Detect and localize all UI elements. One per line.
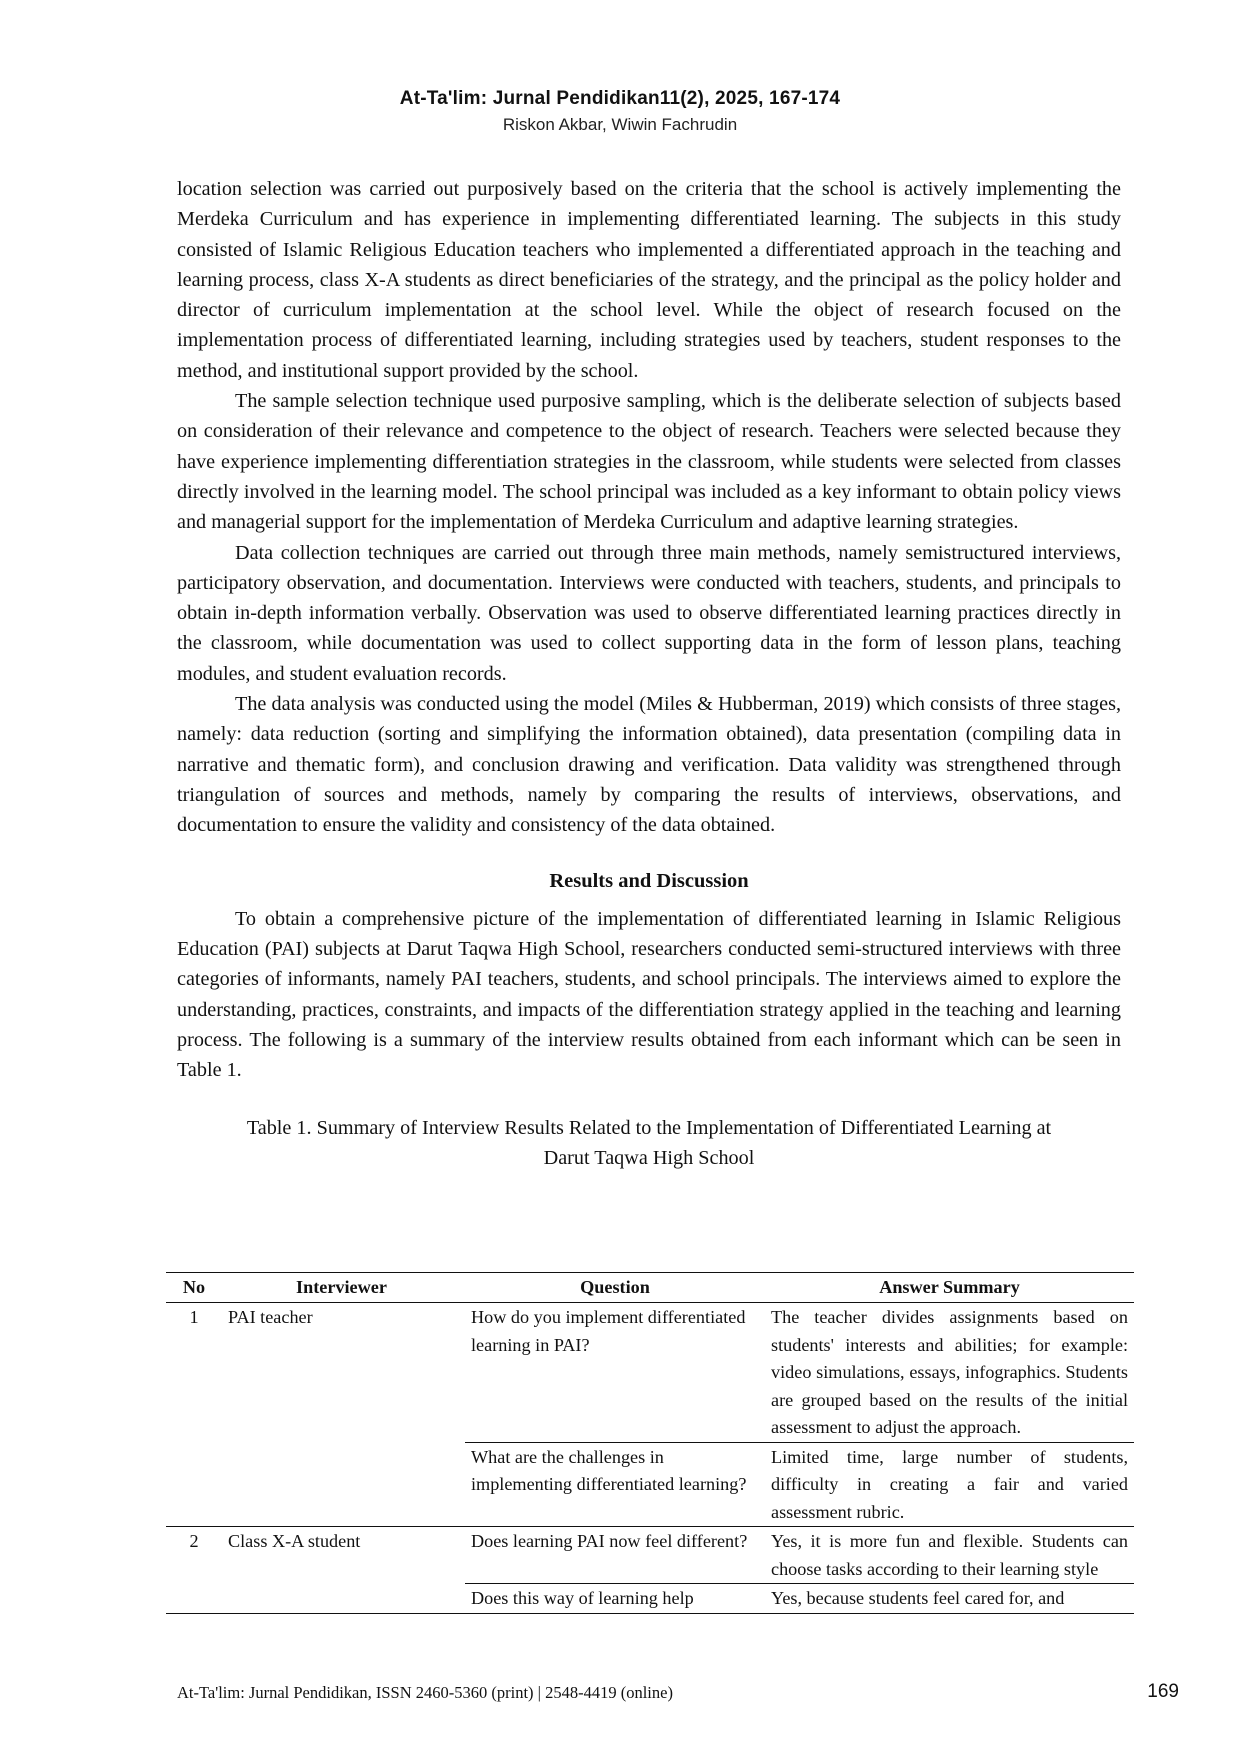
table-row: [166, 1303, 1134, 1443]
cell-answer: The teacher divides assignments based on students' interests and abilities; for example: video simulations, essays, infographics. Students are grouped based on the results of the initial assessment to adjust the approach.: [771, 1307, 1128, 1437]
header-no: No: [166, 1273, 222, 1303]
cell-answer: Limited time, large number of students, difficulty in creating a fair and varied assessment rubric.: [765, 1442, 1134, 1527]
paragraph: The data analysis was conducted using the model (Miles & Hubberman, 2019) which consists of three stages, namely: data reduction (sorting and simplifying the information obtained), data presentation (compiling data in narrative and thematic form), and conclusion drawing and verification. Data validity was strengthened through triangulation of sources and methods, namely by comparing the results of interviews, observations, and documentation to ensure the validity and consistency of the data obtained.: [177, 693, 1121, 837]
page-number: 169: [1147, 1681, 1179, 1702]
paragraph: Data collection techniques are carried out through three main methods, namely semistructured interviews, participatory observation, and documentation. Interviews were conducted with teachers, students, and principals to obtain in-depth information verbally. Observation was used to observe differentiated learning practices directly in the classroom, while documentation was used to collect supporting data in the form of lesson plans, teaching modules, and student evaluation records.: [177, 541, 1121, 685]
table-caption-line: Table 1. Summary of Interview Results Related to the Implementation of Differentiated Learning at: [246, 1116, 1052, 1139]
cell-question: Does learning PAI now feel different?: [465, 1527, 765, 1584]
table-header-row: [166, 1273, 1134, 1303]
cell-question: What are the challenges in implementing differentiated learning?: [465, 1442, 765, 1527]
table-caption-line: Darut Taqwa High School: [543, 1146, 755, 1169]
running-header: [0, 88, 1240, 135]
cell-question: How do you implement differentiated learning in PAI?: [471, 1307, 746, 1355]
authors: Riskon Akbar, Wiwin Fachrudin: [502, 115, 738, 134]
cell-interviewer: Class X-A student: [222, 1527, 465, 1584]
journal-title: At-Ta'lim: Jurnal Pendidikan11(2), 2025, 167-174: [399, 88, 841, 109]
body-text: [177, 174, 1121, 1173]
table-row: [166, 1584, 1134, 1614]
cell-answer: Yes, it is more fun and flexible. Students can choose tasks according to their learning style: [765, 1527, 1134, 1584]
header-interviewer: Interviewer: [222, 1273, 465, 1303]
cell-question: Does this way of learning help: [465, 1584, 765, 1614]
table-caption: [149, 1113, 1149, 1173]
paragraph: The sample selection technique used purposive sampling, which is the deliberate selection of subjects based on consideration of their relevance and competence to the object of research. Teachers were selected because they have experience implementing differentiation strategies in the classroom, while students were selected from classes directly involved in the learning model. The school principal was included as a key informant to obtain policy views and managerial support for the implementation of Merdeka Curriculum and adaptive learning strategies.: [177, 390, 1121, 534]
cell-interviewer: PAI teacher: [228, 1307, 313, 1327]
paragraph: To obtain a comprehensive picture of the implementation of differentiated learning in Islamic Religious Education (PAI) subjects at Darut Taqwa High School, researchers conducted semi-structured interviews with three categories of informants, namely PAI teachers, students, and school principals. The interviews aimed to explore the understanding, practices, constraints, and impacts of the differentiation strategy applied in the teaching and learning process. The following is a summary of the interview results obtained from each informant which can be seen in Table 1.: [177, 907, 1121, 1082]
cell-answer: Yes, because students feel cared for, and: [765, 1584, 1134, 1614]
cell-no: [166, 1442, 222, 1527]
footer-text: At-Ta'lim: Jurnal Pendidikan, ISSN 2460-5360 (print) | 2548-4419 (online): [177, 1683, 673, 1702]
table-row: [166, 1442, 1134, 1527]
section-heading: Results and Discussion: [549, 869, 749, 892]
cell-no: 2: [166, 1527, 222, 1584]
cell-interviewer: [222, 1442, 465, 1527]
paragraph: location selection was carried out purposively based on the criteria that the school is actively implementing the Merdeka Curriculum and has experience in implementing differentiated learning. The subjects in this study consisted of Islamic Religious Education teachers who implemented a differentiated approach in the teaching and learning process, class X-A students as direct beneficiaries of the strategy, and the principal as the policy holder and director of curriculum implementation at the school level. While the object of research focused on the implementation process of differentiated learning, including strategies used by teachers, student responses to the method, and institutional support provided by the school.: [177, 178, 1121, 382]
interview-table: [166, 1272, 1134, 1614]
table-row: [166, 1527, 1134, 1584]
cell-no: [166, 1584, 222, 1614]
cell-interviewer: [222, 1584, 465, 1614]
cell-no: 1: [189, 1307, 199, 1327]
header-answer: Answer Summary: [765, 1273, 1134, 1303]
header-question: Question: [465, 1273, 765, 1303]
